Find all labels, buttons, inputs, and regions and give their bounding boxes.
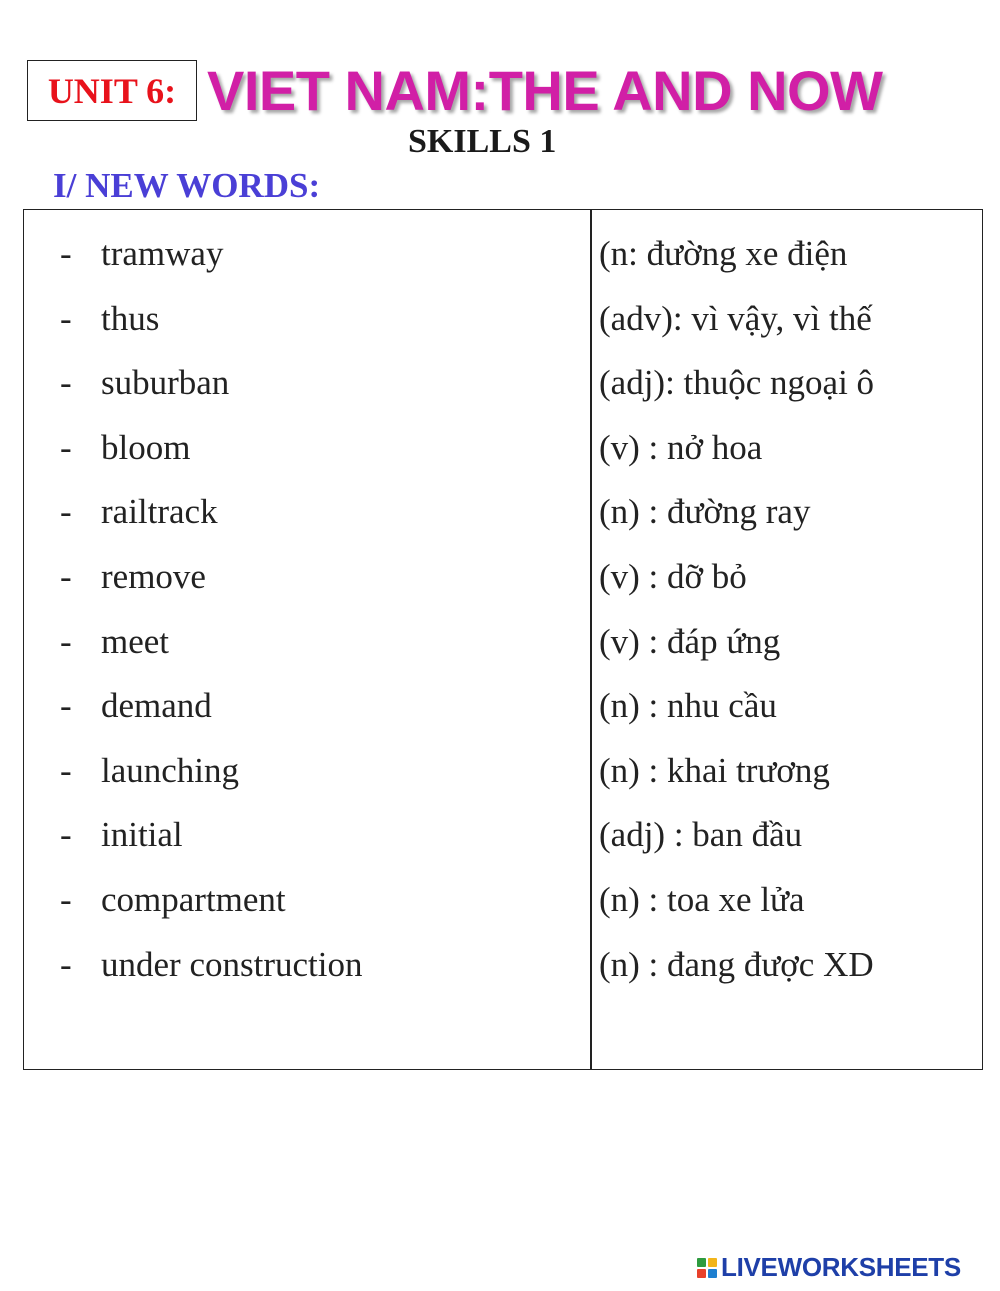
logo-square (708, 1269, 717, 1278)
vocab-word: initial (101, 815, 183, 855)
vocab-row (24, 610, 982, 675)
logo-square (697, 1258, 706, 1267)
watermark-text: LIVEWORKSHEETS (721, 1252, 961, 1282)
vocab-row (24, 933, 982, 998)
vocab-word: remove (101, 556, 206, 596)
vocab-meaning: (n) : đường ray (599, 492, 811, 532)
vocab-word: thus (101, 298, 160, 338)
vocab-row (24, 222, 982, 287)
vocab-row (24, 545, 982, 610)
vocab-word: launching (101, 750, 240, 790)
bullet-dash: - (60, 363, 72, 403)
section-heading: I/ NEW WORDS: (53, 166, 321, 205)
bullet-dash: - (60, 879, 72, 919)
vocab-row (24, 416, 982, 481)
vocab-meaning: (n) : nhu cầu (599, 686, 777, 726)
bullet-dash: - (60, 492, 72, 532)
logo-square (708, 1258, 717, 1267)
vocab-word: under construction (101, 944, 363, 984)
liveworksheets-logo-icon (697, 1258, 717, 1278)
bullet-dash: - (60, 621, 72, 661)
vocabulary-table (23, 209, 983, 1070)
bullet-dash: - (60, 815, 72, 855)
bullet-dash: - (60, 750, 72, 790)
bullet-dash: - (60, 298, 72, 338)
liveworksheets-watermark (697, 1252, 961, 1283)
unit-label: UNIT 6: (27, 60, 197, 121)
vocab-meaning: (n) : khai trương (599, 750, 830, 790)
vocab-row (24, 287, 982, 352)
vocab-row (24, 351, 982, 416)
vocab-row (24, 739, 982, 804)
vocab-meaning: (n) : đang được XD (599, 944, 874, 984)
page-title: VIET NAM:THE AND NOW (207, 59, 883, 122)
vocabulary-rows (24, 222, 982, 997)
lesson-subtitle: SKILLS 1 (408, 123, 557, 160)
vocab-word: railtrack (101, 492, 218, 532)
vocab-word: demand (101, 686, 212, 726)
vocab-row (24, 868, 982, 933)
vocab-word: tramway (101, 234, 224, 273)
vocab-meaning: (v) : nở hoa (599, 427, 763, 467)
bullet-dash: - (60, 234, 72, 273)
vocab-row (24, 803, 982, 868)
vocab-word: suburban (101, 363, 230, 403)
vocab-meaning: (adv): vì vậy, vì thế (599, 298, 872, 338)
vocab-word: bloom (101, 427, 191, 467)
vocab-meaning: (n: đường xe điện (599, 234, 848, 273)
bullet-dash: - (60, 686, 72, 726)
vocab-meaning: (adj): thuộc ngoại ô (599, 363, 875, 403)
vocab-row (24, 480, 982, 545)
vocab-row (24, 674, 982, 739)
vocab-meaning: (v) : dỡ bỏ (599, 556, 747, 596)
logo-square (697, 1269, 706, 1278)
vocab-meaning: (n) : toa xe lửa (599, 879, 805, 919)
vocab-word: compartment (101, 879, 286, 919)
bullet-dash: - (60, 427, 72, 467)
bullet-dash: - (60, 556, 72, 596)
vocab-meaning: (adj) : ban đầu (599, 815, 803, 855)
vocab-meaning: (v) : đáp ứng (599, 621, 781, 661)
bullet-dash: - (60, 944, 72, 984)
vocab-word: meet (101, 621, 170, 661)
